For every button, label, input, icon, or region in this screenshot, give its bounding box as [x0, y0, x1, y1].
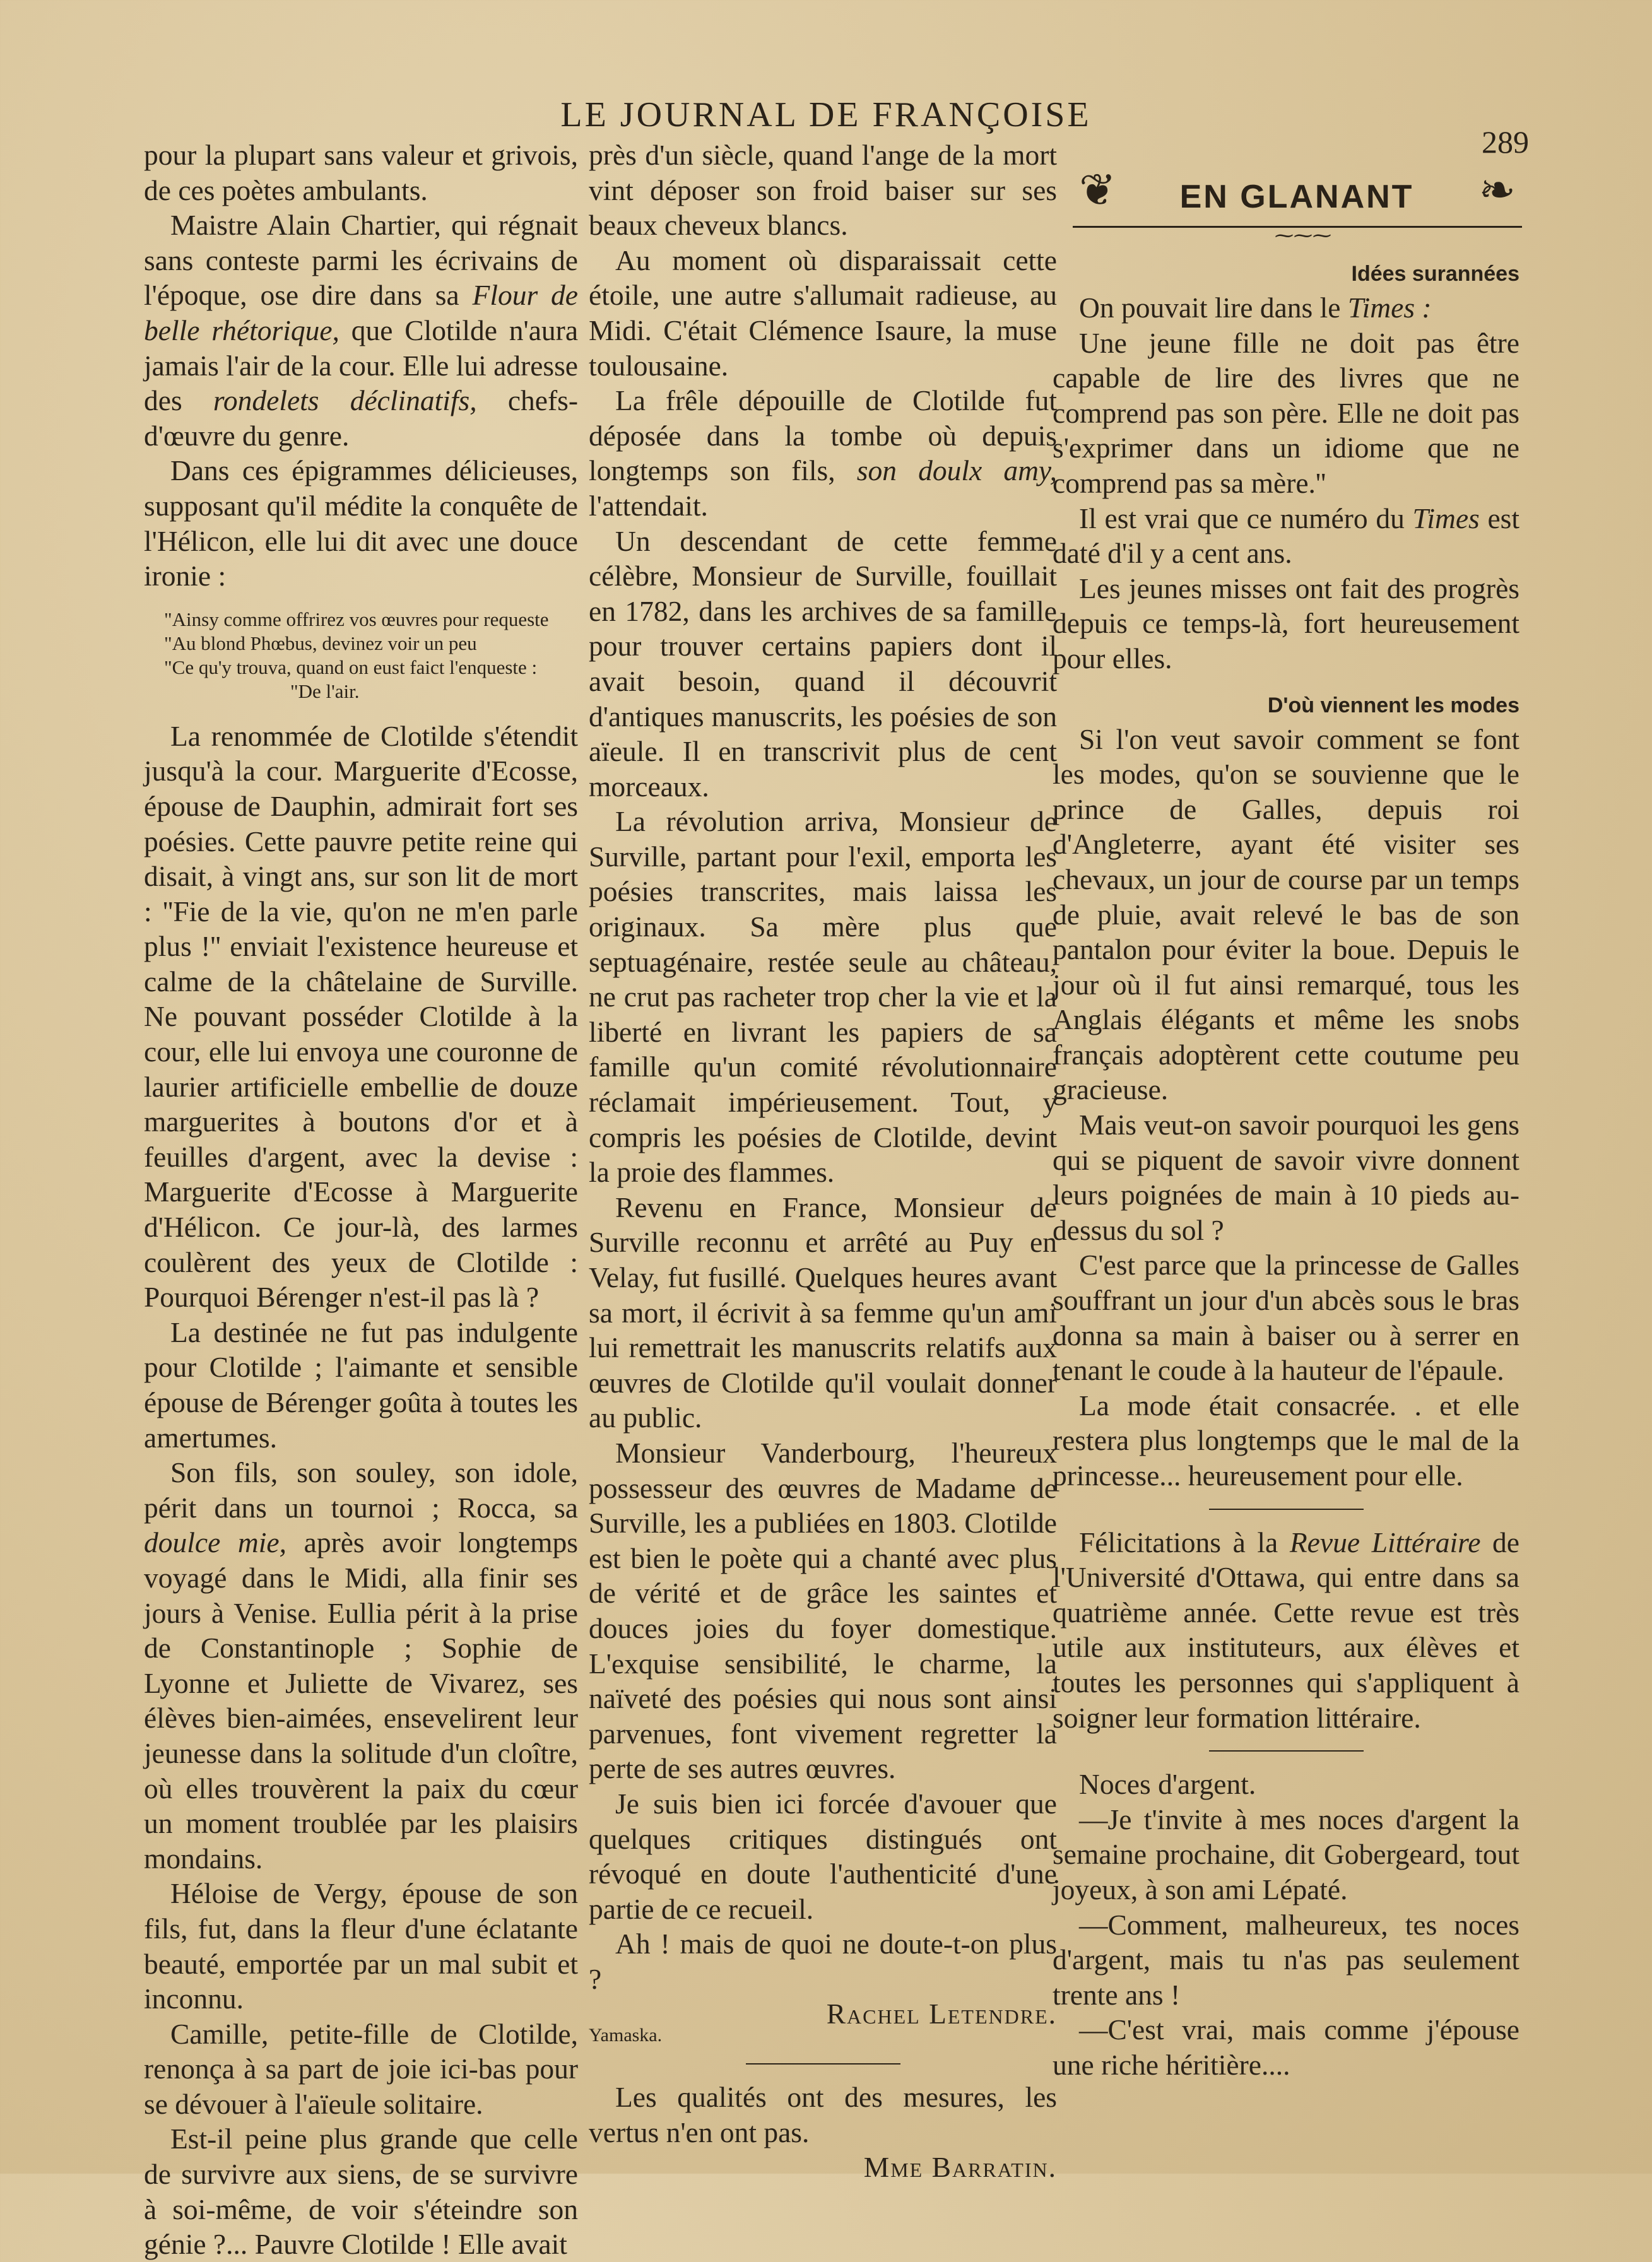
- paragraph: Héloise de Vergy, épouse de son fils, fut, dans la fleur d'une éclatante beauté, emportée par un mal subit et inconnu.: [144, 1877, 578, 2015]
- flourish-icon: ⁓⁓⁓: [1275, 225, 1331, 246]
- section-title: EN GLANANT: [1179, 179, 1414, 215]
- page-number: 289: [1482, 124, 1529, 160]
- column-1: [144, 138, 578, 2262]
- author-signature: Rachel Letendre.: [826, 1998, 1057, 2030]
- paragraph: Maistre Alain Chartier, qui régnait sans conteste parmi les écrivains de l'époque, ose dire dans sa Flour de belle rhétorique, que Clotilde n'aura jamais l'air de la cour. Elle lui adresse des rondelets déclinatifs, chefs-d'œuvre du genre.: [144, 209, 579, 452]
- paragraph: On pouvait lire dans le Times :: [1079, 292, 1432, 324]
- paragraph: Les jeunes misses ont fait des progrès depuis ce temps-là, fort heureusement pour elles.: [1053, 572, 1519, 674]
- paragraph: Mais veut-on savoir pourquoi les gens qui se piquent de savoir vivre donnent leurs poignées de main à 10 pieds au-dessus du sol ?: [1053, 1109, 1519, 1246]
- separator-rule: [1209, 1509, 1364, 1510]
- paragraph: C'est parce que la princesse de Galles souffrant un jour d'un abcès sous le bras donna sa main à baiser ou à serrer en tenant le coude à la hauteur de l'épaule.: [1053, 1249, 1519, 1387]
- paragraph: La destinée ne fut pas indulgente pour Clotilde ; l'aimante et sensible épouse de Bérenger goûta à toutes les amertumes.: [144, 1316, 578, 1454]
- paragraph: Je suis bien ici forcée d'avouer que quelques critiques distingués ont révoqué en doute l'authenticité d'une partie de ce recueil.: [589, 1787, 1057, 1925]
- ornament-left-icon: ❦: [1079, 167, 1116, 215]
- paragraph: Noces d'argent.: [1079, 1768, 1256, 1801]
- paragraph: près d'un siècle, quand l'ange de la mort vint déposer son froid baiser sur ses beaux cheveux blancs.: [589, 139, 1057, 242]
- subheading: D'où viennent les modes: [1267, 693, 1519, 717]
- paragraph: Est-il peine plus grande que celle de survivre aux siens, de se survivre à soi-même, de voir s'éteindre son génie ?... Pauvre Clotilde ! Elle avait: [144, 2123, 578, 2261]
- paragraph: Monsieur Vanderbourg, l'heureux possesseur des œuvres de Madame de Surville, les a publiées en 1803. Clotilde est bien le poète qui a chanté avec plus de vérité et de grâce les saintes et douces joies du foyer domestique. L'exquise sensibilité, le charme, la naïveté des poésies qui nous sont ainsi parvenues, font vivement regretter la perte de ses autres œuvres.: [589, 1436, 1057, 1785]
- paragraph: Revenu en France, Monsieur de Surville reconnu et arrêté au Puy en Velay, fut fusillé. Quelques heures avant sa mort, il écrivit à sa femme qu'un ami lui remettrait les manuscrits relatifs aux œuvres de Clotilde qu'il voulait donner au public.: [589, 1191, 1057, 1434]
- paragraph: Les qualités ont des mesures, les vertus n'en ont pas.: [589, 2081, 1057, 2148]
- separator-rule: [746, 2063, 900, 2065]
- section-banner: [1073, 163, 1522, 246]
- paragraph: Dans ces épigrammes délicieuses, supposant qu'il médite la conquête de l'Hélicon, elle lui dit avec une douce ironie :: [144, 454, 578, 592]
- paragraph: pour la plupart sans valeur et grivois, de ces poètes ambulants.: [144, 139, 578, 206]
- paragraph: Si l'on veut savoir comment se font les modes, qu'on se souvienne que le prince de Galles, depuis roi d'Angleterre, ayant été visiter ses chevaux, un jour de course par un temps de pluie, avait relevé le bas de son pantalon pour éviter la boue. Depuis le jour où il fut ainsi remarqué, tous les Anglais élégants et même les snobs français adoptèrent cette coutume peu gracieuse.: [1053, 722, 1519, 1106]
- paragraph: —Je t'invite à mes noces d'argent la semaine prochaine, dit Gobergeard, tout joyeux, à son ami Lépaté.: [1053, 1803, 1519, 1906]
- ornament-right-icon: ❧: [1478, 167, 1516, 215]
- subheading: Idées surannées: [1351, 262, 1519, 286]
- paragraph: Une jeune fille ne doit pas être capable de lire des livres que ne comprend pas son père. Elle ne doit pas s'exprimer dans un idiome que ne comprend pas sa mère.'': [1053, 326, 1519, 499]
- paragraph: Au moment où disparaissait cette étoile, une autre s'allumait radieuse, au Midi. C'était Clémence Isaure, la muse toulousaine.: [589, 244, 1057, 382]
- verse-quote: "Ainsy comme offrirez vos œuvres pour requeste "Au blond Phœbus, devinez voir un peu "Ce qu'y trouva, quand on eust faict l'enqueste : "De l'air.: [164, 608, 549, 702]
- paragraph: Camille, petite-fille de Clotilde, renonça à sa part de joie ici-bas pour se dévouer à l'aïeule solitaire.: [144, 2017, 578, 2120]
- paragraph: La renommée de Clotilde s'étendit jusqu'à la cour. Marguerite d'Ecosse, épouse de Dauphin, admirait fort ses poésies. Cette pauvre petite reine qui disait, à vingt ans, sur son lit de mort : ''Fie de la vie, qu'on ne m'en parle plus !'' enviait l'existence heureuse et calme de la châtelaine de Surville. Ne pouvant posséder Clotilde à la cour, elle lui envoya une couronne de laurier artificielle embellie de douze marguerites à boutons d'or et à feuilles d'argent, avec la devise : Marguerite d'Ecosse à Marguerite d'Hélicon. Ce jour-là, des larmes coulèrent des yeux de Clotilde : Pourquoi Bérenger n'est-il pas là ?: [144, 719, 578, 1314]
- paragraph: Un descendant de cette femme célèbre, Monsieur de Surville, fouillait en 1782, dans les archives de sa famille pour trouver certains papiers dont il avait besoin, quand il découvrit d'antiques manuscrits, les poésies de son aïeule. Il en transcrivit plus de cent morceaux.: [589, 524, 1057, 803]
- column-3: [1053, 257, 1519, 2083]
- paragraph: Félicitations à la Revue Littéraire de l'Université d'Ottawa, qui entre dans sa quatrième année. Cette revue est très utile aux instituteurs, aux élèves et toutes les personnes qui s'appliquent à soigner leur formation littéraire.: [1053, 1526, 1519, 1734]
- paragraph: —Comment, malheureux, tes noces d'argent, mais tu n'as pas seulement trente ans !: [1053, 1908, 1519, 2011]
- place-name: Yamaska.: [589, 2025, 663, 2046]
- separator-rule: [1209, 1750, 1364, 1752]
- author-signature: Mme Barratin.: [863, 2151, 1057, 2184]
- paragraph: La mode était consacrée. . et elle restera plus longtemps que le mal de la princesse... heureusement pour elle.: [1053, 1389, 1519, 1492]
- paragraph: Son fils, son souley, son idole, périt dans un tournoi ; Rocca, sa doulce mie, après avoir longtemps voyagé dans le Midi, alla finir ses jours à Venise. Eullia périt à la prise de Constantinople ; Sophie de Lyonne et Juliette de Vivarez, ses élèves bien-aimées, ensevelirent leur jeunesse dans la solitude d'un cloître, où elles trouvèrent la paix du cœur un moment troublée par les plaisirs mondains.: [144, 1456, 578, 1875]
- journal-title: LE JOURNAL DE FRANÇOISE: [560, 95, 1092, 134]
- paragraph: Ah ! mais de quoi ne doute-t-on plus ?: [589, 1928, 1057, 1995]
- paragraph: La révolution arriva, Monsieur de Surville, partant pour l'exil, emporta les poésies transcrites, mais laissa les originaux. Sa mère plus que septuagénaire, restée seule au château, ne crut pas racheter trop cher la vie et la liberté en livrant les papiers de sa famille qu'un comité révolutionnaire réclamait impérieusement. Tout, y compris les poésies de Clotilde, devint la proie des flammes.: [589, 805, 1057, 1189]
- paragraph: —C'est vrai, mais comme j'épouse une riche héritière....: [1053, 2013, 1519, 2081]
- column-2: [589, 138, 1057, 2185]
- paragraph: La frêle dépouille de Clotilde fut déposée dans la tombe où depuis longtemps son fils, son doulx amy, l'attendait.: [589, 384, 1057, 522]
- paragraph: Il est vrai que ce numéro du Times est daté d'il y a cent ans.: [1053, 502, 1519, 570]
